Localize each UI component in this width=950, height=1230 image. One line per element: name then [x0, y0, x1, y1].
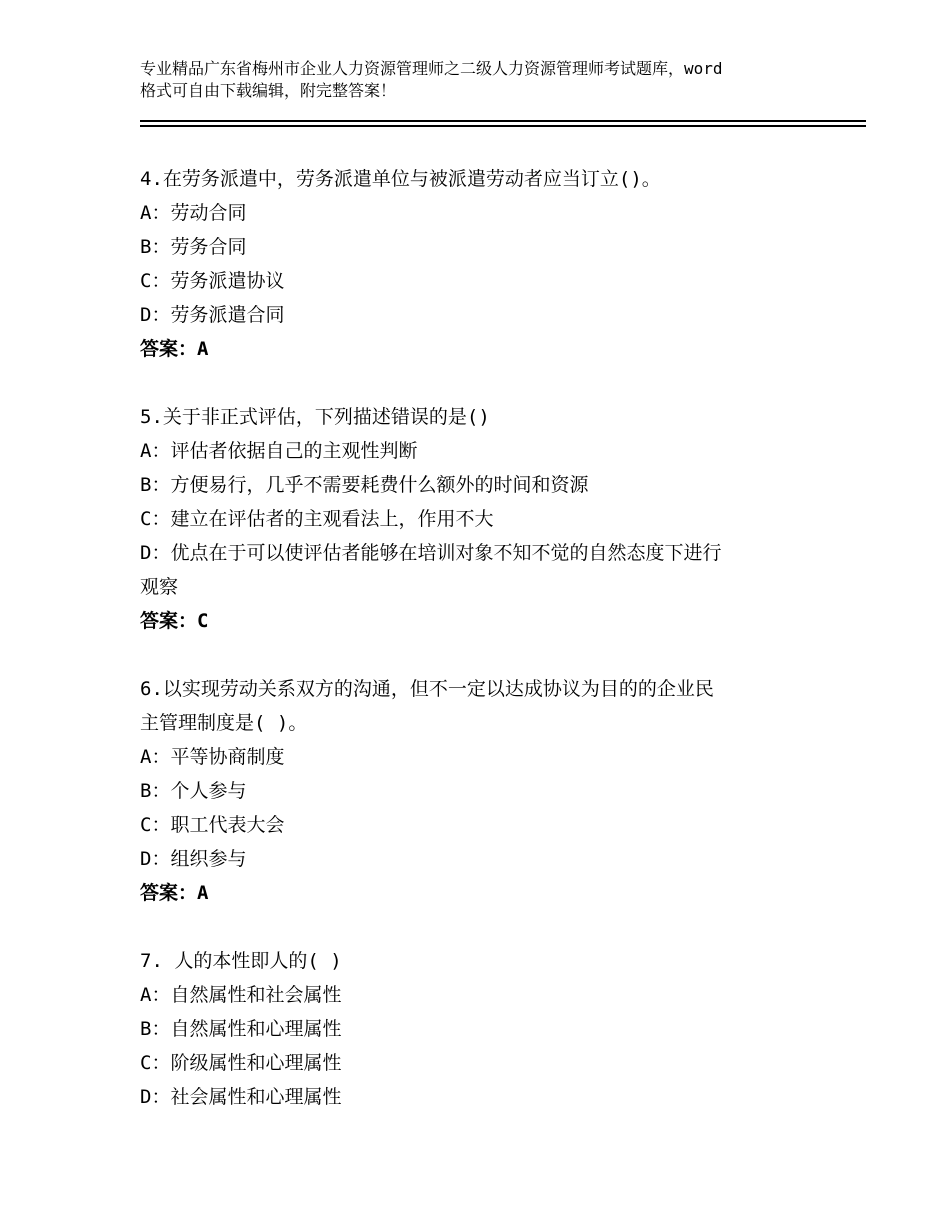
- document-header: [140, 58, 840, 102]
- header-divider-top: [140, 120, 866, 122]
- option-item: C：职工代表大会: [140, 814, 285, 836]
- option-item: C：阶级属性和心理属性: [140, 1052, 342, 1074]
- answer-value: A: [197, 882, 209, 904]
- option-item: A：自然属性和社会属性: [140, 984, 342, 1006]
- option-item: C：建立在评估者的主观看法上，作用不大: [140, 508, 494, 530]
- question-stem: 6.以实现劳动关系双方的沟通，但不一定以达成协议为目的的企业民: [140, 678, 714, 700]
- option-item: D：组织参与: [140, 848, 247, 870]
- option-item: B：自然属性和心理属性: [140, 1018, 342, 1040]
- question-block: [140, 944, 820, 1114]
- option-item: 观察: [140, 576, 179, 598]
- question-list: [140, 162, 820, 1148]
- question-block: [140, 672, 820, 910]
- question-block: [140, 400, 820, 638]
- answer-label: 答案：: [140, 882, 198, 904]
- option-item: B：方便易行，几乎不需要耗费什么额外的时间和资源: [140, 474, 589, 496]
- option-item: D：社会属性和心理属性: [140, 1086, 342, 1108]
- question-stem: 5.关于非正式评估，下列描述错误的是(): [140, 406, 490, 428]
- question-stem: 7. 人的本性即人的( ): [140, 950, 342, 972]
- answer-line: [140, 332, 820, 366]
- answer-value: A: [197, 338, 209, 360]
- option-item: B：劳务合同: [140, 236, 247, 258]
- header-line-1: 专业精品广东省梅州市企业人力资源管理师之二级人力资源管理师考试题库，word: [140, 59, 723, 78]
- answer-line: [140, 876, 820, 910]
- header-line-2: 格式可自由下载编辑，附完整答案！: [140, 81, 397, 100]
- option-item: A：劳动合同: [140, 202, 247, 224]
- option-item: A：评估者依据自己的主观性判断: [140, 440, 418, 462]
- answer-label: 答案：: [140, 338, 198, 360]
- header-divider-bottom: [140, 125, 866, 127]
- question-stem: 4.在劳务派遣中，劳务派遣单位与被派遣劳动者应当订立()。: [140, 168, 661, 190]
- answer-line: [140, 604, 820, 638]
- option-item: A：平等协商制度: [140, 746, 285, 768]
- option-item: C：劳务派遣协议: [140, 270, 285, 292]
- question-stem: 主管理制度是( )。: [140, 712, 308, 734]
- question-block: [140, 162, 820, 366]
- option-item: D：优点在于可以使评估者能够在培训对象不知不觉的自然态度下进行: [140, 542, 722, 564]
- option-item: B：个人参与: [140, 780, 247, 802]
- answer-value: C: [197, 610, 209, 632]
- answer-label: 答案：: [140, 610, 198, 632]
- option-item: D：劳务派遣合同: [140, 304, 285, 326]
